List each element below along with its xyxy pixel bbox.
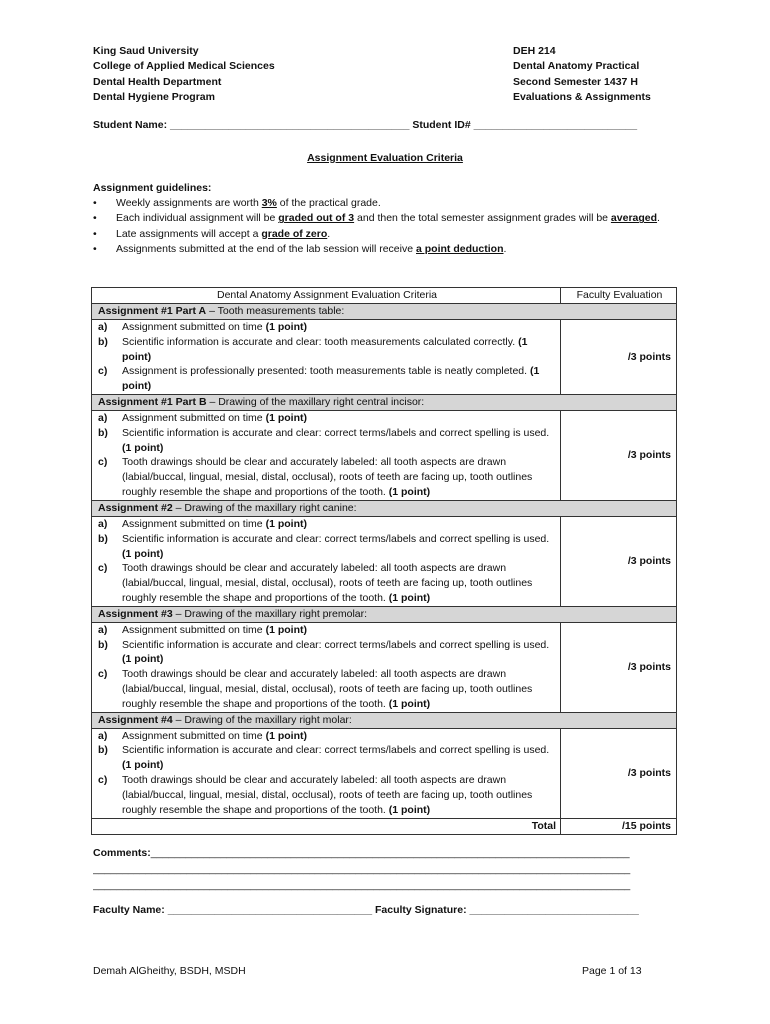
criterion-item <box>98 455 556 500</box>
table-header-row <box>92 288 677 304</box>
section-title-rest: – Drawing of the maxillary right molar: <box>172 713 352 726</box>
criteria-list <box>92 516 561 606</box>
criterion-letter: c) <box>98 562 108 575</box>
guideline-item <box>93 242 683 257</box>
guideline-item <box>93 196 683 211</box>
header-course-code: DEH 214 <box>513 45 556 57</box>
guideline-text: Assignments submitted at the end of the lab session will receive <box>116 242 416 255</box>
criterion-text: Assignment submitted on time <box>122 623 266 636</box>
criterion-points: (1 point) <box>122 759 164 772</box>
evaluation-column-header: Faculty Evaluation <box>561 288 677 304</box>
section-title-row <box>92 712 677 728</box>
criterion-points: (1 point) <box>388 803 431 816</box>
total-row <box>92 818 677 834</box>
section-title-row <box>92 500 677 516</box>
header-college: College of Applied Medical Sciences <box>93 60 275 73</box>
faculty-signature-line: Faculty Name: ___________________________________ Faculty Signature: _____________________________ <box>93 904 639 916</box>
criterion-item <box>98 335 556 365</box>
section-criteria-row <box>92 516 677 606</box>
comments-line: __________________________________________________________________________________ <box>150 847 630 859</box>
criterion-item <box>98 532 556 562</box>
section-score: /3 points <box>561 728 677 818</box>
section-title <box>92 500 677 516</box>
section-title <box>92 606 677 622</box>
criterion-item <box>98 561 556 606</box>
evaluation-criteria-table <box>91 287 677 835</box>
criterion-letter: a) <box>98 411 108 424</box>
criteria-list <box>92 622 561 712</box>
section-criteria-row <box>92 319 677 394</box>
section-title-rest: – Drawing of the maxillary right premolar: <box>172 607 368 620</box>
section-title-rest: – Tooth measurements table: <box>206 305 345 317</box>
criterion-points: (1 point) <box>122 365 540 393</box>
section-score: /3 points <box>561 622 677 712</box>
section-title-bold: Assignment #3 <box>98 607 173 620</box>
criterion-points: (1 point) <box>388 486 431 499</box>
criterion-item <box>98 667 556 712</box>
criterion-points: (1 point) <box>388 697 431 710</box>
guideline-text: Each individual assignment will be <box>116 212 279 225</box>
guideline-emphasis: grade of zero <box>261 227 328 240</box>
comments-block <box>93 845 683 893</box>
criterion-points: (1 point) <box>265 411 307 424</box>
guideline-text: Weekly assignments are worth <box>116 197 262 210</box>
criterion-letter: b) <box>98 426 108 439</box>
header-course-name: Dental Anatomy Practical <box>513 60 640 73</box>
bullet-icon: • <box>93 227 97 240</box>
guideline-text: Late assignments will accept a <box>116 227 262 240</box>
criterion-letter: b) <box>98 638 108 651</box>
guideline-text: and then the total semester assignment grades will be <box>354 212 611 225</box>
header-doc-type: Evaluations & Assignments <box>513 90 651 103</box>
criterion-letter: c) <box>98 456 108 469</box>
criterion-item <box>98 411 556 426</box>
bullet-icon: • <box>93 212 97 225</box>
header-course <box>513 44 651 105</box>
header-department: Dental Health Department <box>93 75 222 88</box>
section-title-bold: Assignment #4 <box>98 713 173 726</box>
criterion-text: Assignment submitted on time <box>122 729 266 742</box>
criterion-text: Tooth drawings should be clear and accurately labeled: all tooth aspects are drawn (labial/buccal, lingual, mesial, distal, occlusal), roots of teeth are facing up, tooth outlines roughly resemble the shape and proportions of the tooth. <box>122 562 533 605</box>
bullet-icon: • <box>93 197 97 210</box>
criterion-points: (1 point) <box>265 623 307 636</box>
criterion-item <box>98 729 556 744</box>
comments-line: ____________________________________________________________________________________________ <box>93 863 631 875</box>
section-title-row <box>92 304 677 320</box>
criterion-letter: a) <box>98 517 108 530</box>
criterion-letter: c) <box>98 365 108 378</box>
criterion-text: Scientific information is accurate and clear: correct terms/labels and correct spelling is used. <box>122 638 550 651</box>
criterion-text: Scientific information is accurate and clear: correct terms/labels and correct spelling is used. <box>122 532 550 545</box>
footer-author: Demah AlGheithy, BSDH, MSDH <box>93 965 246 977</box>
footer-page-number: Page 1 of 13 <box>582 965 642 977</box>
criterion-letter: b) <box>98 744 108 757</box>
criterion-points: (1 point) <box>265 729 307 742</box>
criterion-text: Tooth drawings should be clear and accurately labeled: all tooth aspects are drawn (labial/buccal, lingual, mesial, distal, occlusal), roots of teeth are facing up, tooth outlines roughly resemble the shape and proportions of the tooth. <box>122 668 533 710</box>
criterion-text: Scientific information is accurate and clear: correct terms/labels and correct spelling is used. <box>122 744 550 757</box>
bullet-icon: • <box>93 242 97 255</box>
criterion-item <box>98 773 556 818</box>
guideline-item <box>93 211 683 226</box>
criteria-list <box>92 728 561 818</box>
section-title <box>92 395 677 411</box>
criterion-text: Assignment submitted on time <box>122 517 266 530</box>
criterion-item <box>98 743 556 773</box>
criterion-points: (1 point) <box>122 335 528 363</box>
criterion-item <box>98 517 556 532</box>
criterion-text: Assignment submitted on time <box>122 320 266 333</box>
criterion-points: (1 point) <box>388 592 431 605</box>
criterion-text: Assignment submitted on time <box>122 411 266 424</box>
criterion-points: (1 point) <box>122 441 164 454</box>
section-title-rest: – Drawing of the maxillary right central incisor: <box>206 396 425 409</box>
assignment-guidelines <box>93 181 683 257</box>
criterion-item <box>98 638 556 668</box>
criterion-text: Scientific information is accurate and clear: correct terms/labels and correct spelling is used. <box>122 426 550 439</box>
criterion-text: Tooth drawings should be clear and accurately labeled: all tooth aspects are drawn (labial/buccal, lingual, mesial, distal, occlusal), roots of teeth are facing up, tooth outlines roughly resemble the shape and proportions of the tooth. <box>122 456 533 499</box>
guideline-text: . <box>327 227 331 240</box>
section-title-bold: Assignment #2 <box>98 501 173 514</box>
guideline-emphasis: a point deduction <box>416 242 504 255</box>
guideline-emphasis: averaged <box>610 212 658 225</box>
total-score: /15 points <box>561 818 677 834</box>
guideline-emphasis: graded out of 3 <box>278 212 355 225</box>
criterion-item <box>98 364 556 394</box>
criterion-letter: b) <box>98 335 108 348</box>
comments-label: Comments: <box>93 847 151 859</box>
guideline-text: . <box>503 242 507 255</box>
header-semester: Second Semester 1437 H <box>513 75 638 88</box>
header-university: King Saud University <box>93 45 199 57</box>
criterion-text: Assignment is professionally presented: tooth measurements table is neatly completed. <box>122 365 530 378</box>
section-score: /3 points <box>561 410 677 500</box>
guidelines-heading: Assignment guidelines: <box>93 182 212 194</box>
section-title-bold: Assignment #1 Part A <box>98 305 207 317</box>
criterion-letter: c) <box>98 774 108 787</box>
criteria-list <box>92 410 561 500</box>
criterion-letter: c) <box>98 668 108 681</box>
criterion-letter: a) <box>98 623 108 636</box>
section-criteria-row <box>92 622 677 712</box>
comments-line: ____________________________________________________________________________________________ <box>93 879 631 891</box>
section-title-row <box>92 395 677 411</box>
section-title-bold: Assignment #1 Part B <box>98 396 207 409</box>
criterion-text: Scientific information is accurate and clear: tooth measurements calculated correctly. <box>122 335 519 348</box>
criterion-points: (1 point) <box>122 653 164 666</box>
criterion-item <box>98 320 556 335</box>
criterion-letter: b) <box>98 532 108 545</box>
criteria-column-header: Dental Anatomy Assignment Evaluation Criteria <box>92 288 561 304</box>
criterion-text: Tooth drawings should be clear and accurately labeled: all tooth aspects are drawn (labial/buccal, lingual, mesial, distal, occlusal), roots of teeth are facing up, tooth outlines roughly resemble the shape and proportions of the tooth. <box>122 774 533 816</box>
page-title: Assignment Evaluation Criteria <box>307 152 463 164</box>
section-criteria-row <box>92 728 677 818</box>
criterion-points: (1 point) <box>265 320 307 333</box>
section-title <box>92 304 677 320</box>
criterion-item <box>98 623 556 638</box>
section-score: /3 points <box>561 516 677 606</box>
section-title <box>92 712 677 728</box>
student-info-line: Student Name: _________________________________________ Student ID# ____________________________ <box>93 119 638 131</box>
guideline-text: . <box>657 212 660 225</box>
criterion-letter: a) <box>98 729 108 742</box>
header-program: Dental Hygiene Program <box>93 90 215 103</box>
guideline-item <box>93 227 683 242</box>
section-title-row <box>92 606 677 622</box>
criterion-points: (1 point) <box>265 517 307 530</box>
criterion-letter: a) <box>98 320 108 333</box>
header-institution <box>93 44 275 105</box>
guideline-emphasis: 3% <box>261 197 277 210</box>
total-label: Total <box>92 818 561 834</box>
section-title-rest: – Drawing of the maxillary right canine: <box>172 501 357 514</box>
section-criteria-row <box>92 410 677 500</box>
criteria-list <box>92 319 561 394</box>
criterion-points: (1 point) <box>122 547 164 560</box>
criterion-item <box>98 426 556 456</box>
section-score: /3 points <box>561 319 677 394</box>
guideline-text: of the practical grade. <box>276 197 381 210</box>
